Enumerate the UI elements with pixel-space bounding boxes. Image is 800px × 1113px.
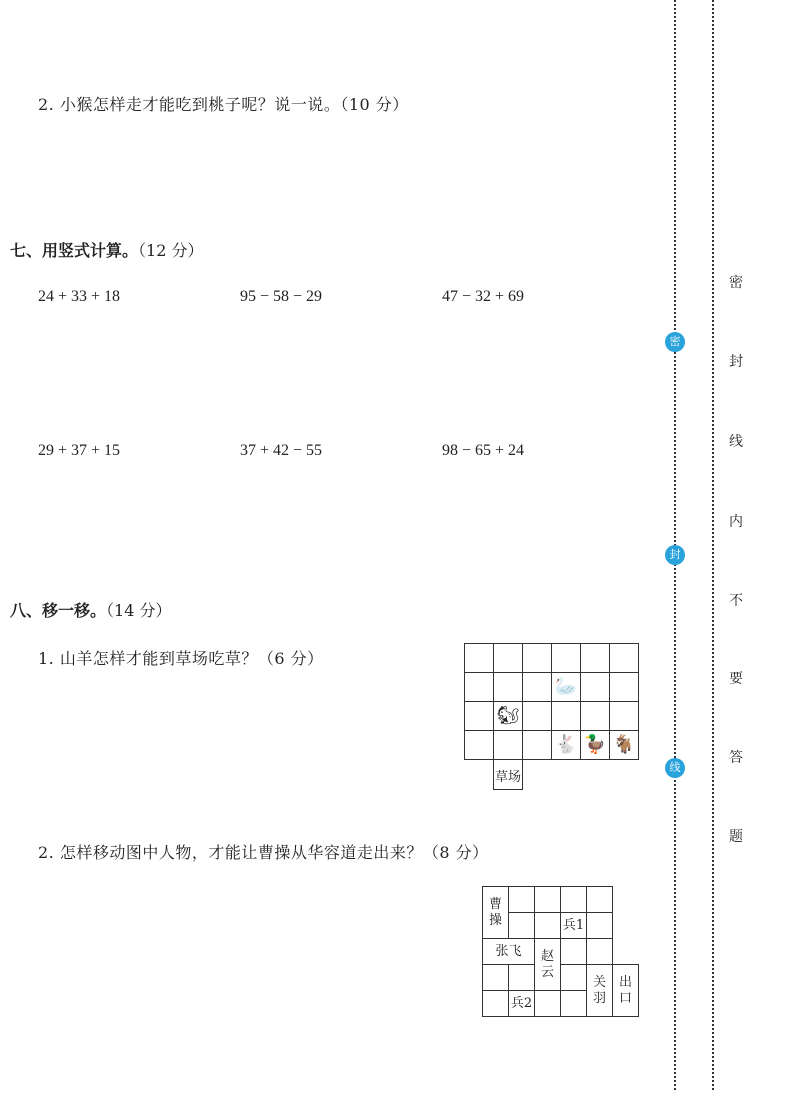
section-8-points: （14 分） (106, 601, 172, 620)
duck-icon: 🦆 (583, 734, 607, 755)
squirrel-icon: 🐿 (496, 705, 520, 726)
seal-char: 题 (729, 829, 743, 845)
question-8-1: 1. 山羊怎样才能到草场吃草？（6 分） (38, 649, 324, 668)
rabbit-icon: 🐇 (554, 734, 578, 755)
huarong-puzzle (482, 886, 642, 1021)
goat-icon: 🐐 (612, 734, 636, 755)
calc-expression: 95 − 58 − 29 (240, 288, 323, 305)
section-7-points: （12 分） (138, 241, 204, 260)
goat-grid (464, 643, 640, 793)
seal-char: 封 (729, 354, 743, 370)
question-6-2: 2. 小猴怎样走才能吃到桃子呢？说一说。（10 分） (38, 95, 409, 114)
seal-char: 要 (729, 671, 743, 687)
section-8-heading (10, 598, 171, 621)
seal-dot: 线 (665, 758, 685, 778)
piece-caocao[interactable] (482, 886, 509, 939)
seal-char: 密 (729, 275, 743, 291)
calc-expression: 29 + 37 + 15 (38, 442, 121, 459)
seal-char: 线 (729, 434, 743, 450)
section-7-heading (10, 238, 203, 261)
piece-zhaoyun-label: 赵云 (540, 948, 554, 980)
calc-expression: 37 + 42 − 55 (240, 442, 323, 459)
seal-dot: 密 (665, 332, 685, 352)
section-8-title: 八、移一移。 (10, 601, 107, 620)
piece-guanyu-label: 关羽 (592, 974, 606, 1006)
seal-char: 内 (729, 514, 743, 530)
piece-bing1[interactable]: 兵1 (560, 912, 587, 939)
piece-bing2[interactable]: 兵2 (508, 990, 535, 1017)
grass-field-label: 草场 (494, 770, 521, 785)
swan-icon: 🦢 (554, 676, 578, 697)
piece-zhaoyun[interactable] (534, 938, 561, 991)
exit-label: 出口 (618, 974, 632, 1006)
seal-line-outer (712, 0, 714, 1090)
calc-expression: 24 + 33 + 18 (38, 288, 121, 305)
calc-expression: 98 − 65 + 24 (442, 442, 525, 459)
seal-dot: 封 (665, 545, 685, 565)
seal-char: 答 (729, 750, 743, 766)
seal-char: 不 (729, 593, 743, 609)
section-7-title: 七、用竖式计算。 (10, 241, 139, 260)
exit-cell (612, 964, 639, 1017)
question-8-2: 2. 怎样移动图中人物，才能让曹操从华容道走出来？（8 分） (38, 843, 489, 862)
piece-caocao-label: 曹操 (488, 896, 502, 928)
piece-guanyu[interactable] (586, 964, 613, 1017)
calc-expression: 47 − 32 + 69 (442, 288, 525, 305)
piece-zhangfei[interactable]: 张飞 (482, 938, 535, 965)
